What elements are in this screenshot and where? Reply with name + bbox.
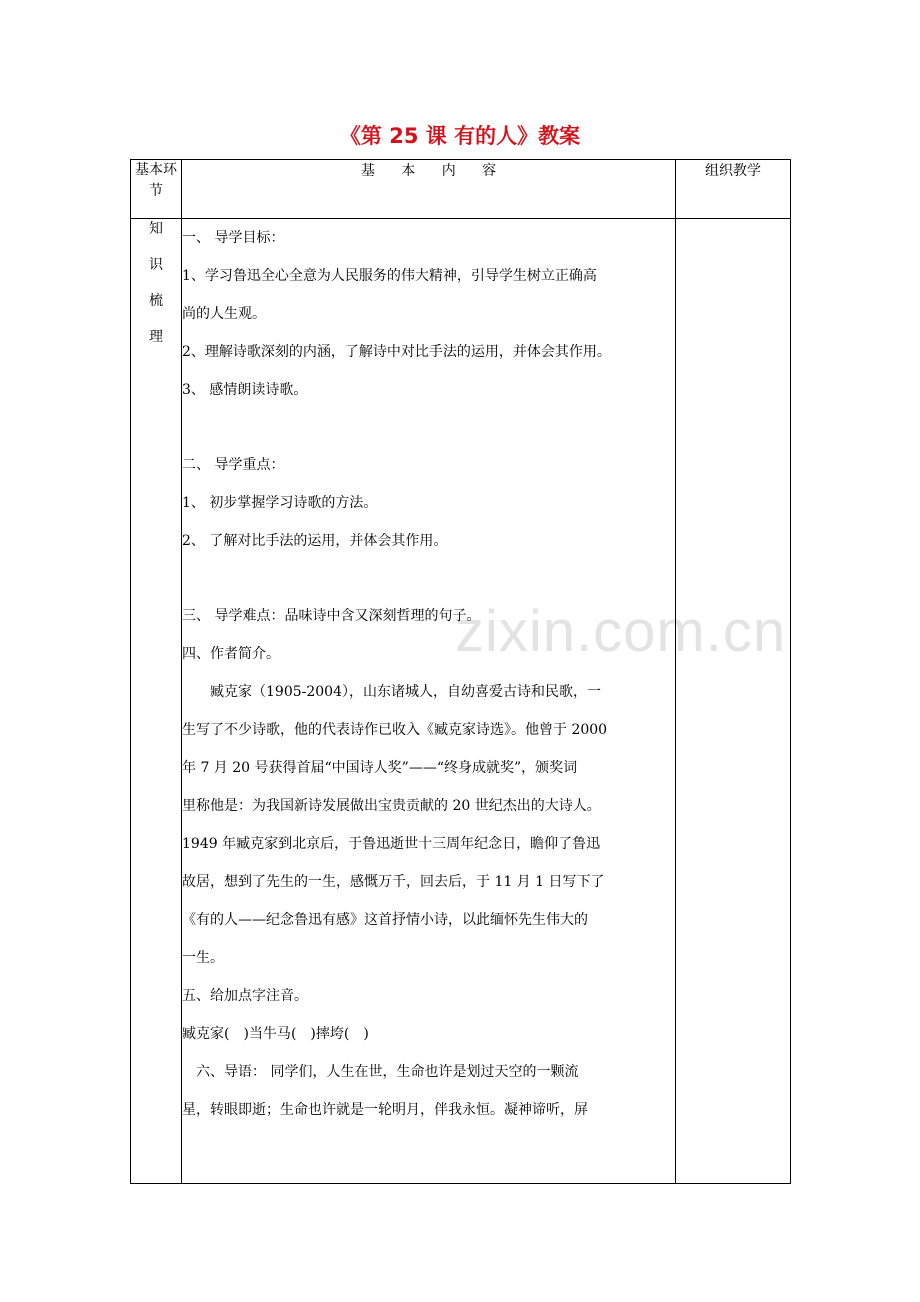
pinyin-word: 臧克家: [182, 1026, 224, 1042]
author-heading: 四、作者简介。: [182, 646, 280, 662]
intro-line: 六、导语： 同学们，人生在世，生命也许是划过天空的一颗流: [196, 1064, 579, 1080]
section-label: [131, 219, 182, 1184]
author-intro-line: 一生。: [182, 950, 224, 966]
header-organize: 组织教学: [676, 160, 791, 219]
goal-2: 2、理解诗歌深刻的内涵，了解诗中对比手法的运用，并体会其作用。: [182, 344, 611, 360]
watermark: zixin.com.cn: [455, 599, 787, 664]
content-cell: [182, 219, 676, 1184]
section-char: 知: [149, 221, 163, 237]
focus-heading: 二、 导学重点：: [182, 457, 285, 473]
goal-heading: 一、 导学目标：: [182, 230, 285, 246]
header-section: 基本环节: [131, 160, 182, 219]
header-row: [131, 160, 791, 219]
intro-line: 星，转眼即逝；生命也许就是一轮明月，伴我永恒。凝神谛听，屏: [182, 1102, 588, 1118]
body-row: [131, 219, 791, 1184]
author-intro-line: 生写了不少诗歌，他的代表诗作已收入《臧克家诗选》。他曾于 2000: [182, 722, 608, 738]
author-intro-line: 《有的人——纪念鲁迅有感》这首抒情小诗，以此缅怀先生伟大的: [182, 912, 588, 928]
goal-1-line-1: 1、学习鲁迅全心全意为人民服务的伟大精神，引导学生树立正确高: [182, 268, 597, 284]
goal-1-line-2: 尚的人生观。: [182, 306, 266, 322]
author-intro-line: 故居，想到了先生的一生，感慨万千，回去后，于 11 月 1 日写下了: [182, 874, 605, 890]
section-char: 梳: [149, 293, 163, 309]
pinyin-heading: 五、给加点字注音。: [182, 988, 308, 1004]
pinyin-word: 当牛马: [248, 1026, 291, 1042]
lesson-plan-table: [130, 159, 791, 1184]
focus-1: 1、 初步掌握学习诗歌的方法。: [182, 495, 378, 511]
author-intro-line: 里称他是：为我国新诗发展做出宝贵贡献的 20 世纪杰出的大诗人。: [182, 798, 601, 814]
focus-2: 2、 了解对比手法的运用，并体会其作用。: [182, 533, 448, 549]
author-intro-line: 年 7 月 20 号获得首届“中国诗人奖”——“终身成就奖”，颁奖词: [182, 760, 578, 776]
organize-cell: [676, 219, 791, 1184]
section-char: 识: [149, 257, 163, 273]
pinyin-word: 摔垮: [315, 1026, 344, 1042]
page-title: 《第 25 课 有的人》教案: [339, 124, 581, 148]
goal-3: 3、 感情朗读诗歌。: [182, 382, 308, 398]
difficulty-heading: 三、 导学难点：品味诗中含又深刻哲理的句子。: [182, 608, 481, 624]
header-content: 基 本 内 容: [182, 160, 676, 219]
section-char: 理: [149, 329, 163, 345]
pinyin-exercise: 臧克家( )当牛马( )摔垮( ): [182, 1026, 369, 1042]
author-intro-line: 臧克家（1905-2004），山东诸城人，自幼喜爱古诗和民歌，一: [210, 684, 601, 700]
author-intro-line: 1949 年臧克家到北京后，于鲁迅逝世十三周年纪念日，瞻仰了鲁迅: [182, 836, 601, 852]
